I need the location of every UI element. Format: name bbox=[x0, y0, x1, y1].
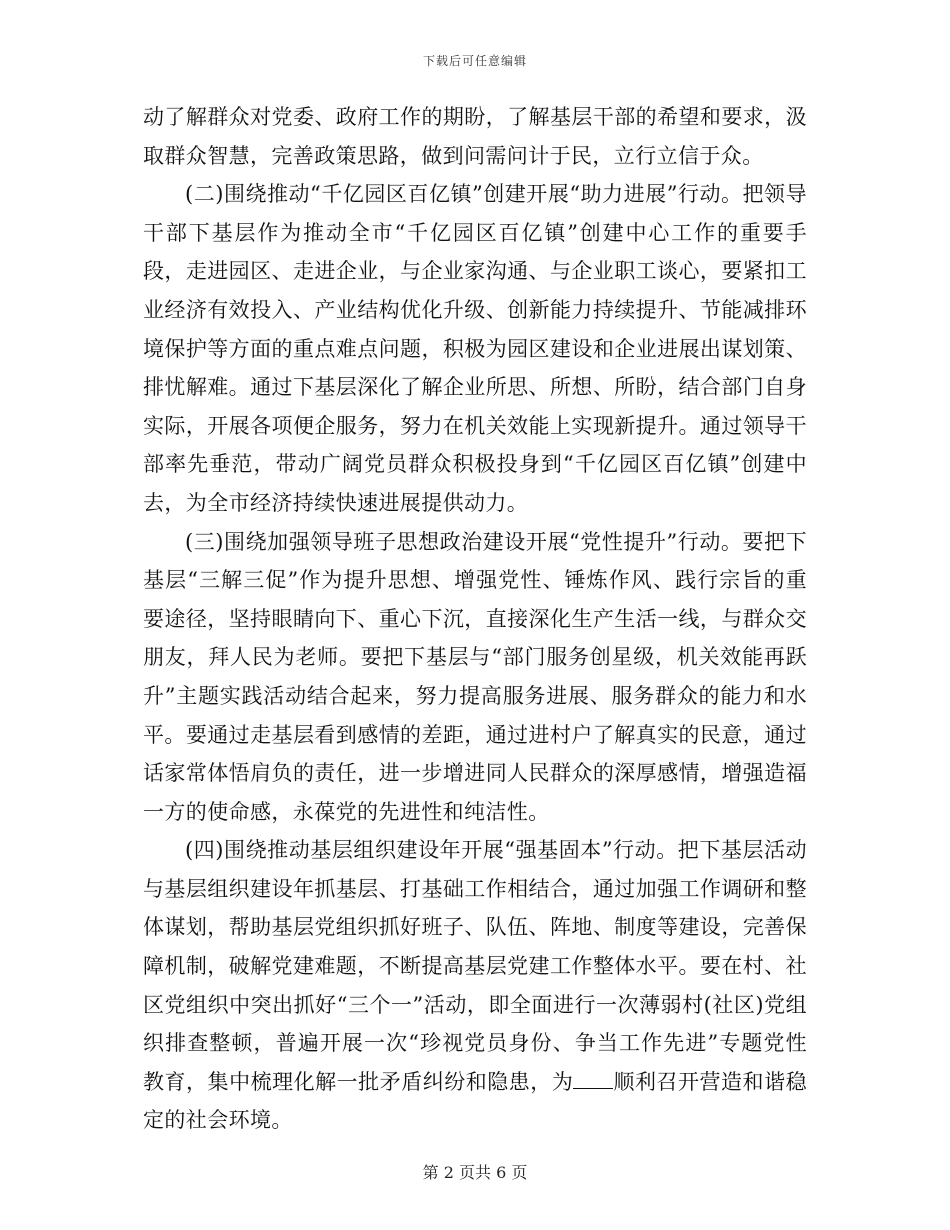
page-number-footer: 第 2 页共 6 页 bbox=[422, 1163, 528, 1182]
paragraph-continuation: 动了解群众对党委、政府工作的期盼，了解基层干部的希望和要求，汲取群众智慧，完善政策思路，做到问需问计于民，立行立信于众。 bbox=[143, 105, 807, 168]
fill-in-blank bbox=[573, 1070, 613, 1089]
paragraph-section-4 bbox=[143, 831, 807, 1140]
paragraph-section-3: (三)围绕加强领导班子思想政治建设开展“党性提升”行动。要把下基层“三解三促”作为提升思想、增强党性、锤炼作风、践行宗旨的重要途径，坚持眼睛向下、重心下沉，直接深化生产生活一线，与群众交朋友，拜人民为老师。要把下基层与“部门服务创星级，机关效能再跃升”主题实践活动结合起来，努力提高服务进展、服务群众的能力和水平。要通过走基层看到感情的差距，通过进村户了解真实的民意，通过话家常体悟肩负的责任，进一步增进同人民群众的深厚感情，增强造福一方的使命感，永葆党的先进性和纯洁性。 bbox=[143, 529, 807, 824]
page-header: 下载后可任意编辑 bbox=[422, 54, 527, 68]
paragraph-section-4-text-before: (四)围绕推动基层组织建设年开展“强基固本”行动。把下基层活动与基层组织建设年抓基层、打基础工作相结合，通过加强工作调研和整体谋划，帮助基层党组织抓好班子、队伍、阵地、制度等建设，完善保障机制，破解党建难题，不断提高基层党建工作整体水平。要在村、社区党组织中突出抓好“三个一”活动，即全面进行一次薄弱村(社区)党组织排查整顿，普遍开展一次“珍视党员身份、争当工作先进”专题党性教育，集中梳理化解一批矛盾纠纷和隐患，为 bbox=[143, 838, 807, 1094]
paragraph-section-4-text-after: 顺利召开营造和谐稳定的社会环境。 bbox=[143, 1069, 807, 1133]
paragraph-section-2: (二)围绕推动“千亿园区百亿镇”创建开展“助力进展”行动。把领导干部下基层作为推动全市“千亿园区百亿镇”创建中心工作的重要手段，走进园区、走进企业，与企业家沟通、与企业职工谈心，要紧扣工业经济有效投入、产业结构优化升级、创新能力持续提升、节能减排环境保护等方面的重点难点问题，积极为园区建设和企业进展出谋划策、排忧解难。通过下基层深化了解企业所思、所想、所盼，结合部门自身实际，开展各项便企服务，努力在机关效能上实现新提升。通过领导干部率先垂范，带动广阔党员群众积极投身到“千亿园区百亿镇”创建中去，为全市经济持续快速进展提供动力。 bbox=[143, 182, 807, 515]
document-body bbox=[143, 98, 807, 1140]
